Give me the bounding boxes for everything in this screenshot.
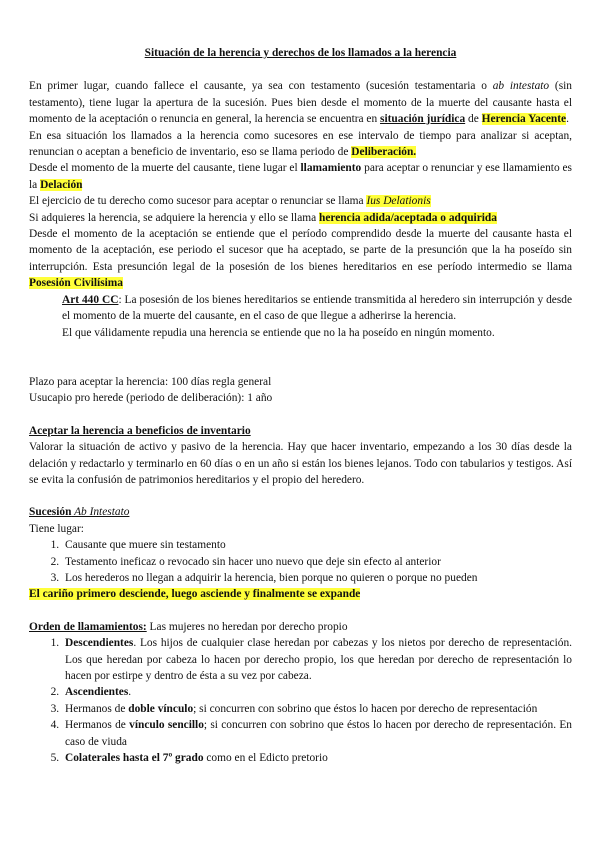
- term-delacion: Delación: [40, 178, 83, 191]
- term-posesion-civilisima: Posesión Civilísima: [29, 277, 123, 290]
- spacer: [29, 407, 572, 423]
- spacer: [29, 341, 572, 374]
- article-label: Art 440 CC: [62, 293, 119, 306]
- paragraph-repudia: El que válidamente repudia una herencia se entiende que no la ha poseído en ningún momento.: [62, 326, 495, 339]
- paragraph-herencia-yacente: En primer lugar, cuando fallece el causante, ya sea con testamento (sucesión testamentaria o ab intestato (sin testamento), tiene lugar la apertura de la sucesión. Pues bien desde el momento de la muerte del causante hasta el momento de la aceptación o renuncia en general, la herencia se encuentra en situación jurídica de Herencia Yacente.: [29, 80, 572, 126]
- paragraph-carino: El cariño primero desciende, luego asciende y finalmente se expande: [29, 588, 361, 601]
- list-item: 3. Los herederos no llegan a adquirir la herencia, bien porque no quieren o porque no pueden: [62, 570, 572, 586]
- term-situacion-juridica: situación jurídica: [380, 113, 466, 126]
- list-item: 2. Testamento ineficaz o revocado sin hacer uno nuevo que deje sin efecto al anterior: [62, 554, 572, 570]
- paragraph-art-440: Art 440 CC: La posesión de los bienes hereditarios se entiende transmitida al heredero sin interrupción y desde el momento de la muerte del causante, en el caso de que llegue a adherirse la herencia.: [62, 293, 572, 323]
- term-llamamiento: llamamiento: [300, 162, 362, 175]
- line-tiene-lugar: Tiene lugar:: [29, 522, 84, 535]
- spacer: [29, 603, 572, 619]
- list-item: 2. Ascendientes.: [62, 684, 572, 700]
- term-ius-delationis: Ius Delationis: [366, 195, 431, 208]
- term-deliberacion: Deliberación.: [351, 146, 417, 159]
- document-title: Situación de la herencia y derechos de los llamados a la herencia: [144, 47, 457, 59]
- list-supuestos: [29, 537, 572, 586]
- heading-ab-intestato: Sucesión Ab Intestato: [29, 506, 130, 519]
- list-orden: [29, 635, 572, 766]
- spacer: [29, 488, 572, 504]
- document-page: [29, 40, 572, 766]
- term-herencia-yacente: Herencia Yacente: [481, 113, 567, 126]
- term-herencia-adida: herencia adida/aceptada o adquirida: [319, 211, 497, 224]
- line-usucapio: Usucapio pro herede (periodo de deliberación): 1 año: [29, 392, 273, 405]
- heading-beneficio-inventario: Aceptar la herencia a beneficios de inventario: [29, 424, 251, 437]
- paragraph-herencia-adida: Si adquieres la herencia, se adquiere la herencia y ello se llama herencia adida/aceptada o adquirida: [29, 211, 497, 224]
- paragraph-deliberacion: En esa situación los llamados a la herencia como sucesores en ese intervalo de tiempo para analizar si aceptan, renuncian o aceptan a beneficio de inventario, eso se llama periodo de Deliberación.: [29, 129, 572, 159]
- paragraph-beneficio-inventario: Valorar la situación de activo y pasivo de la herencia. Hay que hacer inventario, empezando a los 30 días desde la delación y redactarlo y terminarlo en 60 días o en un año si están los bienes lejanos. Todo con tabularios y testigos. Así se evita la confusión de patrimonios hereditarios y el propio del heredero.: [29, 441, 572, 486]
- list-item: 1. Descendientes. Los hijos de cualquier clase heredan por cabezas y los nietos por derecho de representación. Los que heredan por cabeza lo hacen por derecho propio, los que heredan por derecho de representación lo hacen por estirpe y dentro de ésta a su vez por cabeza.: [62, 635, 572, 684]
- paragraph-ius-delationis: El ejercicio de tu derecho como sucesor para aceptar o renunciar se llama Ius Delationis: [29, 195, 431, 208]
- heading-orden-llamamientos: Orden de llamamientos: Las mujeres no heredan por derecho propio: [29, 620, 348, 633]
- paragraph-delacion: Desde el momento de la muerte del causante, tiene lugar el llamamiento para aceptar o renunciar y ese llamamiento es la Delación: [29, 162, 572, 191]
- list-item: 3. Hermanos de doble vínculo; si concurren con sobrino que éstos lo hacen por derecho de representación: [62, 701, 572, 717]
- list-item: 1. Causante que muere sin testamento: [62, 537, 572, 553]
- line-plazo: Plazo para aceptar la herencia: 100 días regla general: [29, 375, 272, 388]
- list-item: 5. Colaterales hasta el 7º grado como en el Edicto pretorio: [62, 750, 572, 766]
- list-item: 4. Hermanos de vínculo sencillo; si concurren con sobrino que éstos lo hacen por derecho de representación. En caso de viuda: [62, 717, 572, 750]
- paragraph-posesion-civilisima: Desde el momento de la aceptación se entiende que el período comprendido desde la muerte del causante hasta el momento de la aceptación, ese periodo el sucesor que ha aceptado, se parte de la presunción que la ha poseído sin interrupción. Esta presunción legal de la posesión de los bienes hereditarios en ese período intermedio se llama Posesión Civilísima: [29, 228, 572, 290]
